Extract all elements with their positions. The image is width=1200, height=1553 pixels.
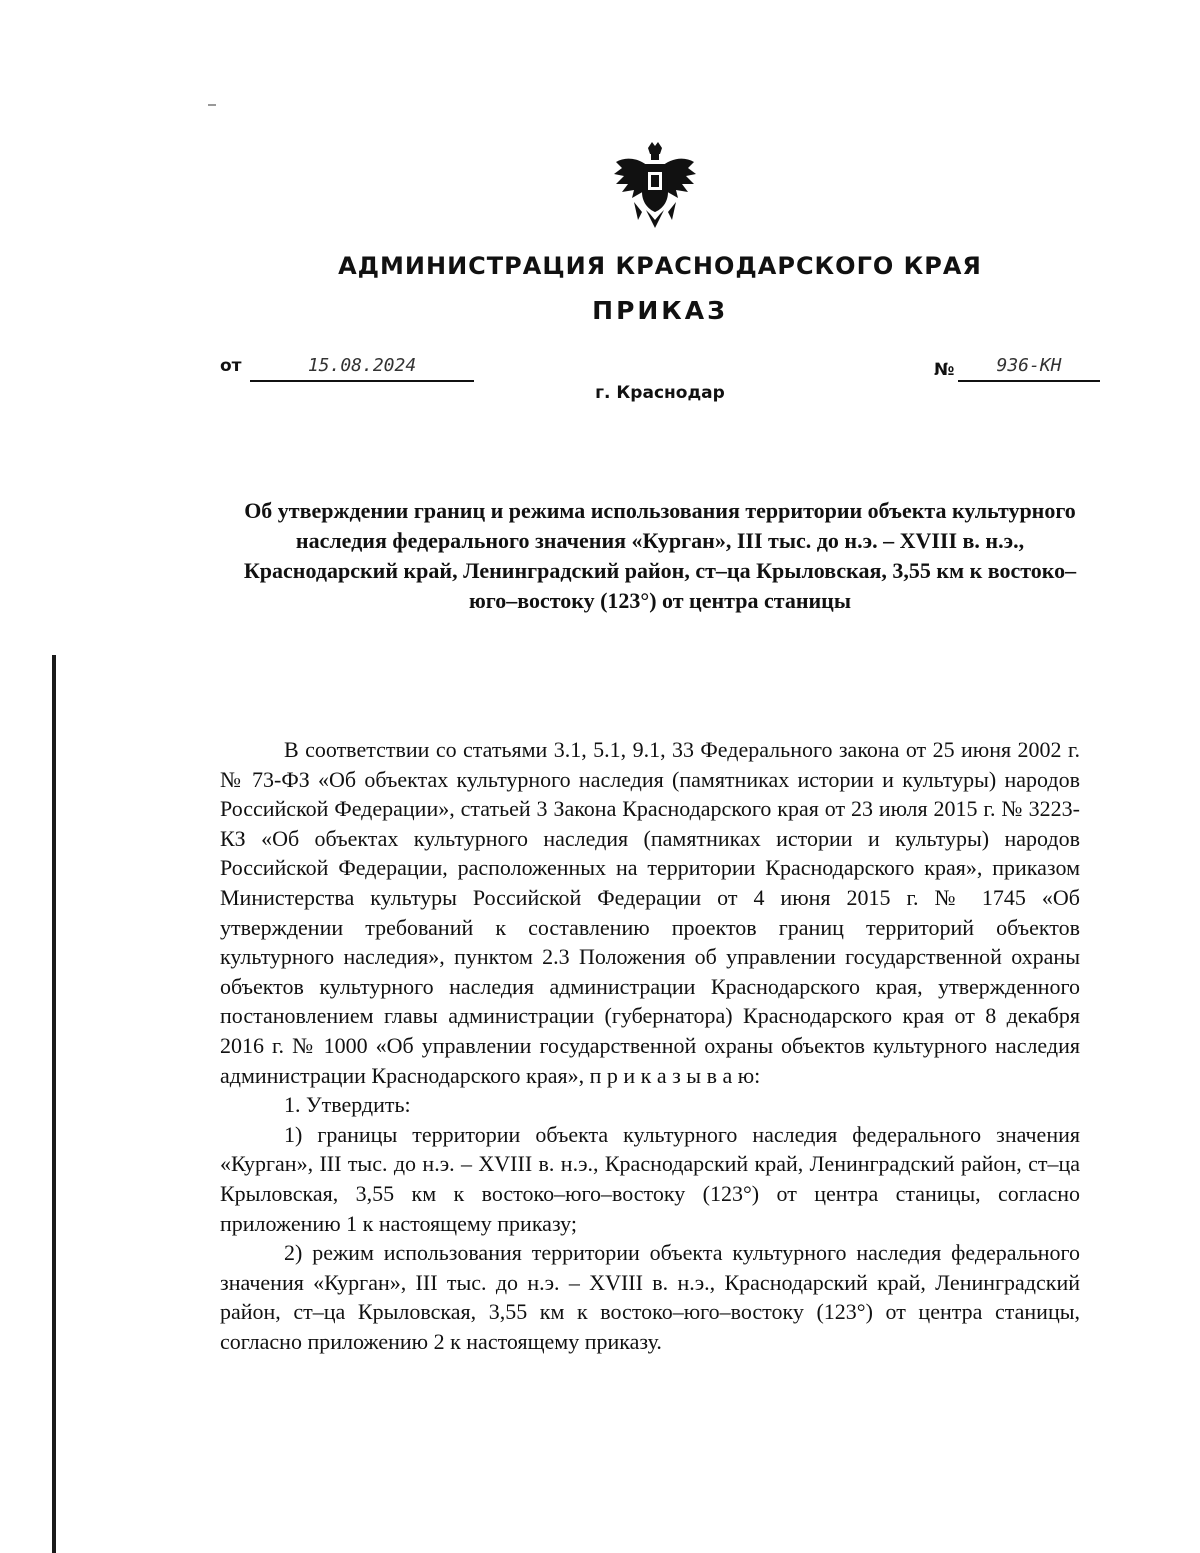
scan-artifact	[208, 104, 216, 106]
item-1-1: 1) границы территории объекта культурного наследия федерального значения «Курган», III тыс. до н.э. – XVIII в. н.э., Краснодарский край, Ленинградский район, ст–ца Крыловская, 3,55 км к востоко–юго–востоку (123°) от центра станицы, согласно приложению 1 к настоящему приказу;	[220, 1121, 1080, 1236]
document-body	[220, 735, 1080, 1356]
coat-of-arms-icon	[612, 140, 698, 230]
document-type: ПРИКАЗ	[592, 296, 728, 325]
scan-border-line	[52, 655, 56, 1553]
item-1: 1. Утвердить:	[284, 1092, 411, 1118]
preamble-paragraph: В соответствии со статьями 3.1, 5.1, 9.1, 33 Федерального закона от 25 июня 2002 г. № 73-ФЗ «Об объектах культурного наследия (памятниках истории и культуры) народов Российской Федерации», статьей 3 Закона Краснодарского края от 23 июля 2015 г. № 3223-КЗ «Об объектах культурного наследия (памятниках истории и культуры) народов Российской Федерации, расположенных на территории Краснодарского края», приказом Министерства культуры Российской Федерации от 4 июня 2015 г. № 1745 «Об утверждении требований к составлению проектов границ территорий объектов культурного наследия», пунктом 2.3 Положения об управлении государственной охраны объектов культурного наследия администрации Краснодарского края, утвержденного постановлением главы администрации (губернатора) Краснодарского края от 8 декабря 2016 г. № 1000 «Об управлении государственной охраны объектов культурного наследия администрации Краснодарского края», п р и к а з ы в а ю:	[220, 737, 1080, 1088]
city-name: г. Краснодар	[595, 383, 725, 403]
document-title: Об утверждении границ и режима использования территории объекта культурного наследия федерального значения «Курган», III тыс. до н.э. – XVIII в. н.э., Краснодарский край, Ленинградский район, ст–ца Крыловская, 3,55 км к востоко–юго–востоку (123°) от центра станицы	[243, 498, 1077, 613]
number-label: №	[934, 360, 955, 380]
item-1-2: 2) режим использования территории объекта культурного наследия федерального значения «Курган», III тыс. до н.э. – XVIII в. н.э., Краснодарский край, Ленинградский район, ст–ца Крыловская, 3,55 км к востоко–юго–востоку (123°) от центра станицы, согласно приложению 2 к настоящему приказу.	[220, 1240, 1080, 1354]
date-label: от	[220, 356, 242, 376]
number-field: 936-КН	[958, 356, 1100, 382]
organization-name: АДМИНИСТРАЦИЯ КРАСНОДАРСКОГО КРАЯ	[338, 252, 982, 280]
date-field: 15.08.2024	[250, 356, 474, 382]
